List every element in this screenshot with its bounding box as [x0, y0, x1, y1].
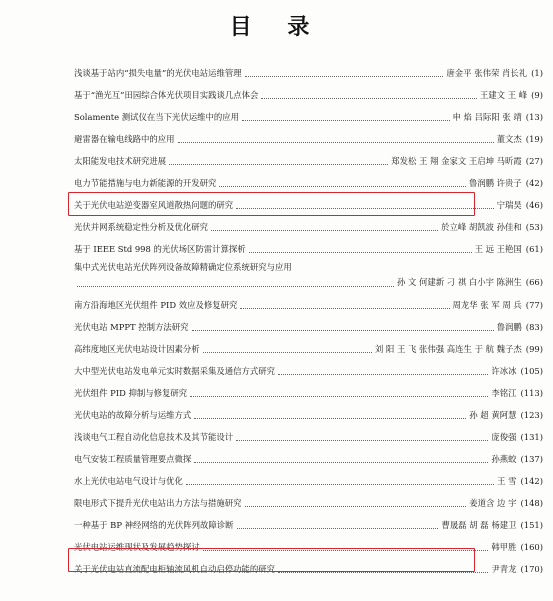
toc-entry [74, 260, 543, 294]
toc-entry [74, 536, 543, 558]
entry-page: (105) [520, 366, 543, 376]
entry-page: (131) [520, 432, 543, 442]
entry-authors: 曹晟磊 胡 磊 杨建卫 [441, 520, 517, 530]
entry-title: 水上光伏电站电气设计与优化 [74, 476, 183, 486]
entry-authors: 王建文 王 峰 [479, 90, 528, 100]
leader-dots [169, 163, 388, 165]
entry-title: 集中式光伏电站光伏阵列设备故障精确定位系统研究与应用 [74, 262, 292, 272]
leader-dots [245, 75, 444, 77]
entry-second-line [74, 275, 543, 290]
entry-authors: 孙燕蛟 [491, 454, 517, 464]
toc-entry [74, 238, 543, 260]
entry-page: (1) [531, 68, 543, 78]
toc-entry [74, 426, 543, 448]
entry-title: 关于光伏电站逆变器室风道散热问题的研究 [74, 200, 234, 210]
entry-title: 电力节能措施与电力新能源的开发研究 [74, 178, 217, 188]
toc-entry [74, 128, 543, 150]
entry-authors: 庞俊强 [491, 432, 517, 442]
leader-dots [278, 571, 488, 573]
leader-dots [245, 505, 467, 507]
entry-title: 南方沿海地区光伏组件 PID 效应及修复研究 [74, 300, 238, 310]
toc-entry [74, 216, 543, 238]
toc-entry [74, 404, 543, 426]
entry-page: (83) [525, 322, 543, 332]
toc-entry [74, 84, 543, 106]
toc-list [74, 62, 543, 580]
leader-dots [261, 97, 476, 99]
leader-dots [242, 119, 450, 121]
entry-authors: 郑发松 王 翔 金家文 王启坤 马昕霞 [391, 156, 522, 166]
leader-dots [249, 251, 472, 253]
entry-page: (53) [525, 222, 543, 232]
leader-dots [240, 307, 449, 309]
entry-authors: 刘 阳 王 飞 张伟强 高连生 于 航 魏子杰 [374, 344, 522, 354]
entry-page: (66) [525, 277, 543, 287]
entry-authors: 王 远 王艳国 [474, 244, 522, 254]
toc-entry [74, 294, 543, 316]
leader-dots [236, 207, 494, 209]
entry-authors: 孙 超 黄阿慧 [469, 410, 517, 420]
entry-authors: 许冰冰 [491, 366, 517, 376]
entry-page: (27) [525, 156, 543, 166]
entry-authors: 鲁润鹏 许贵子 [468, 178, 522, 188]
leader-dots [219, 185, 466, 187]
entry-authors: 宁瑞昊 [496, 200, 522, 210]
leader-dots [211, 229, 438, 231]
entry-title: 一种基于 BP 神经网络的光伏阵列故障诊断 [74, 520, 234, 530]
entry-title: 光伏电站 MPPT 控制方法研究 [74, 322, 189, 332]
entry-page: (61) [525, 244, 543, 254]
entry-title: 光伏组件 PID 抑制与修复研究 [74, 388, 188, 398]
entry-page: (123) [520, 410, 543, 420]
toc-entry [74, 150, 543, 172]
entry-title: 基于 IEEE Std 998 的光伏场区防雷计算探析 [74, 244, 246, 254]
entry-title: 限电形式下提升光伏电站出力方法与措施研究 [74, 498, 242, 508]
toc-entry [74, 514, 543, 536]
entry-authors: 姜道含 边 宇 [469, 498, 517, 508]
leader-dots [186, 483, 494, 485]
leader-dots [194, 461, 488, 463]
toc-entry [74, 382, 543, 404]
entry-page: (42) [525, 178, 543, 188]
entry-authors: 李铭江 [491, 388, 517, 398]
leader-dots [203, 351, 372, 353]
toc-entry [74, 492, 543, 514]
entry-title: 光伏并网系统稳定性分析及优化研究 [74, 222, 208, 232]
entry-authors: 韩甲胜 [491, 542, 517, 552]
entry-authors: 王 雪 [497, 476, 517, 486]
entry-title: 关于光伏电站直流配电柜轴流风机自动启停功能的研究 [74, 564, 275, 574]
leader-dots [192, 329, 494, 331]
toc-entry [74, 316, 543, 338]
toc-entry [74, 62, 543, 84]
entry-title: 浅谈电气工程自动化信息技术及其节能设计 [74, 432, 234, 442]
entry-authors: 周龙华 张 军 周 兵 [452, 300, 522, 310]
entry-page: (19) [525, 134, 543, 144]
entry-authors: 唐金平 张伟荣 肖长礼 [446, 68, 528, 78]
entry-page: (160) [520, 542, 543, 552]
entry-page: (9) [531, 90, 543, 100]
entry-title: 大中型光伏电站发电单元实时数据采集及通信方式研究 [74, 366, 275, 376]
entry-authors: 孙 文 何建新 刁 祺 白小宇 陈洲生 [396, 277, 522, 287]
entry-page: (13) [525, 112, 543, 122]
entry-page: (137) [520, 454, 543, 464]
leader-dots [237, 527, 439, 529]
entry-title: 光伏电站的故障分析与运维方式 [74, 410, 192, 420]
leader-dots [178, 141, 494, 143]
entry-title: Solamente 测试仪在当下光伏运维中的应用 [74, 112, 239, 122]
leader-dots [203, 549, 489, 551]
entry-authors: 於立峰 胡凯波 孙佳和 [441, 222, 522, 232]
entry-authors: 申 焰 吕际阳 张 靖 [452, 112, 522, 122]
leader-dots [77, 285, 394, 287]
page-title: 目 录 [229, 14, 324, 40]
toc-entry [74, 172, 543, 194]
entry-page: (148) [520, 498, 543, 508]
leader-dots [236, 439, 488, 441]
leader-dots [278, 373, 488, 375]
entry-title: 基于“渔光互”田园综合体光伏项目实践谈几点体会 [74, 90, 259, 100]
entry-title: 太阳能发电技术研究进展 [74, 156, 167, 166]
entry-authors: 鲁润鹏 [496, 322, 522, 332]
entry-page: (46) [525, 200, 543, 210]
entry-title: 光伏电站运维现状及发展趋势探讨 [74, 542, 200, 552]
leader-dots [190, 395, 488, 397]
toc-entry [74, 338, 543, 360]
toc-entry [74, 558, 543, 580]
entry-authors: 尹青龙 [491, 564, 517, 574]
entry-title: 避雷器在输电线路中的应用 [74, 134, 175, 144]
entry-authors: 董文杰 [496, 134, 522, 144]
entry-page: (99) [525, 344, 543, 354]
entry-page: (142) [520, 476, 543, 486]
entry-page: (170) [520, 564, 543, 574]
toc-entry [74, 470, 543, 492]
toc-entry [74, 194, 543, 216]
entry-page: (113) [520, 388, 543, 398]
entry-title: 电气安装工程质量管理要点微探 [74, 454, 192, 464]
entry-title: 高纬度地区光伏电站设计因素分析 [74, 344, 200, 354]
entry-title: 浅谈基于站内“损失电量”的光伏电站运维管理 [74, 68, 242, 78]
entry-page: (77) [525, 300, 543, 310]
leader-dots [194, 417, 466, 419]
toc-entry [74, 448, 543, 470]
toc-entry [74, 360, 543, 382]
entry-page: (151) [520, 520, 543, 530]
toc-entry [74, 106, 543, 128]
